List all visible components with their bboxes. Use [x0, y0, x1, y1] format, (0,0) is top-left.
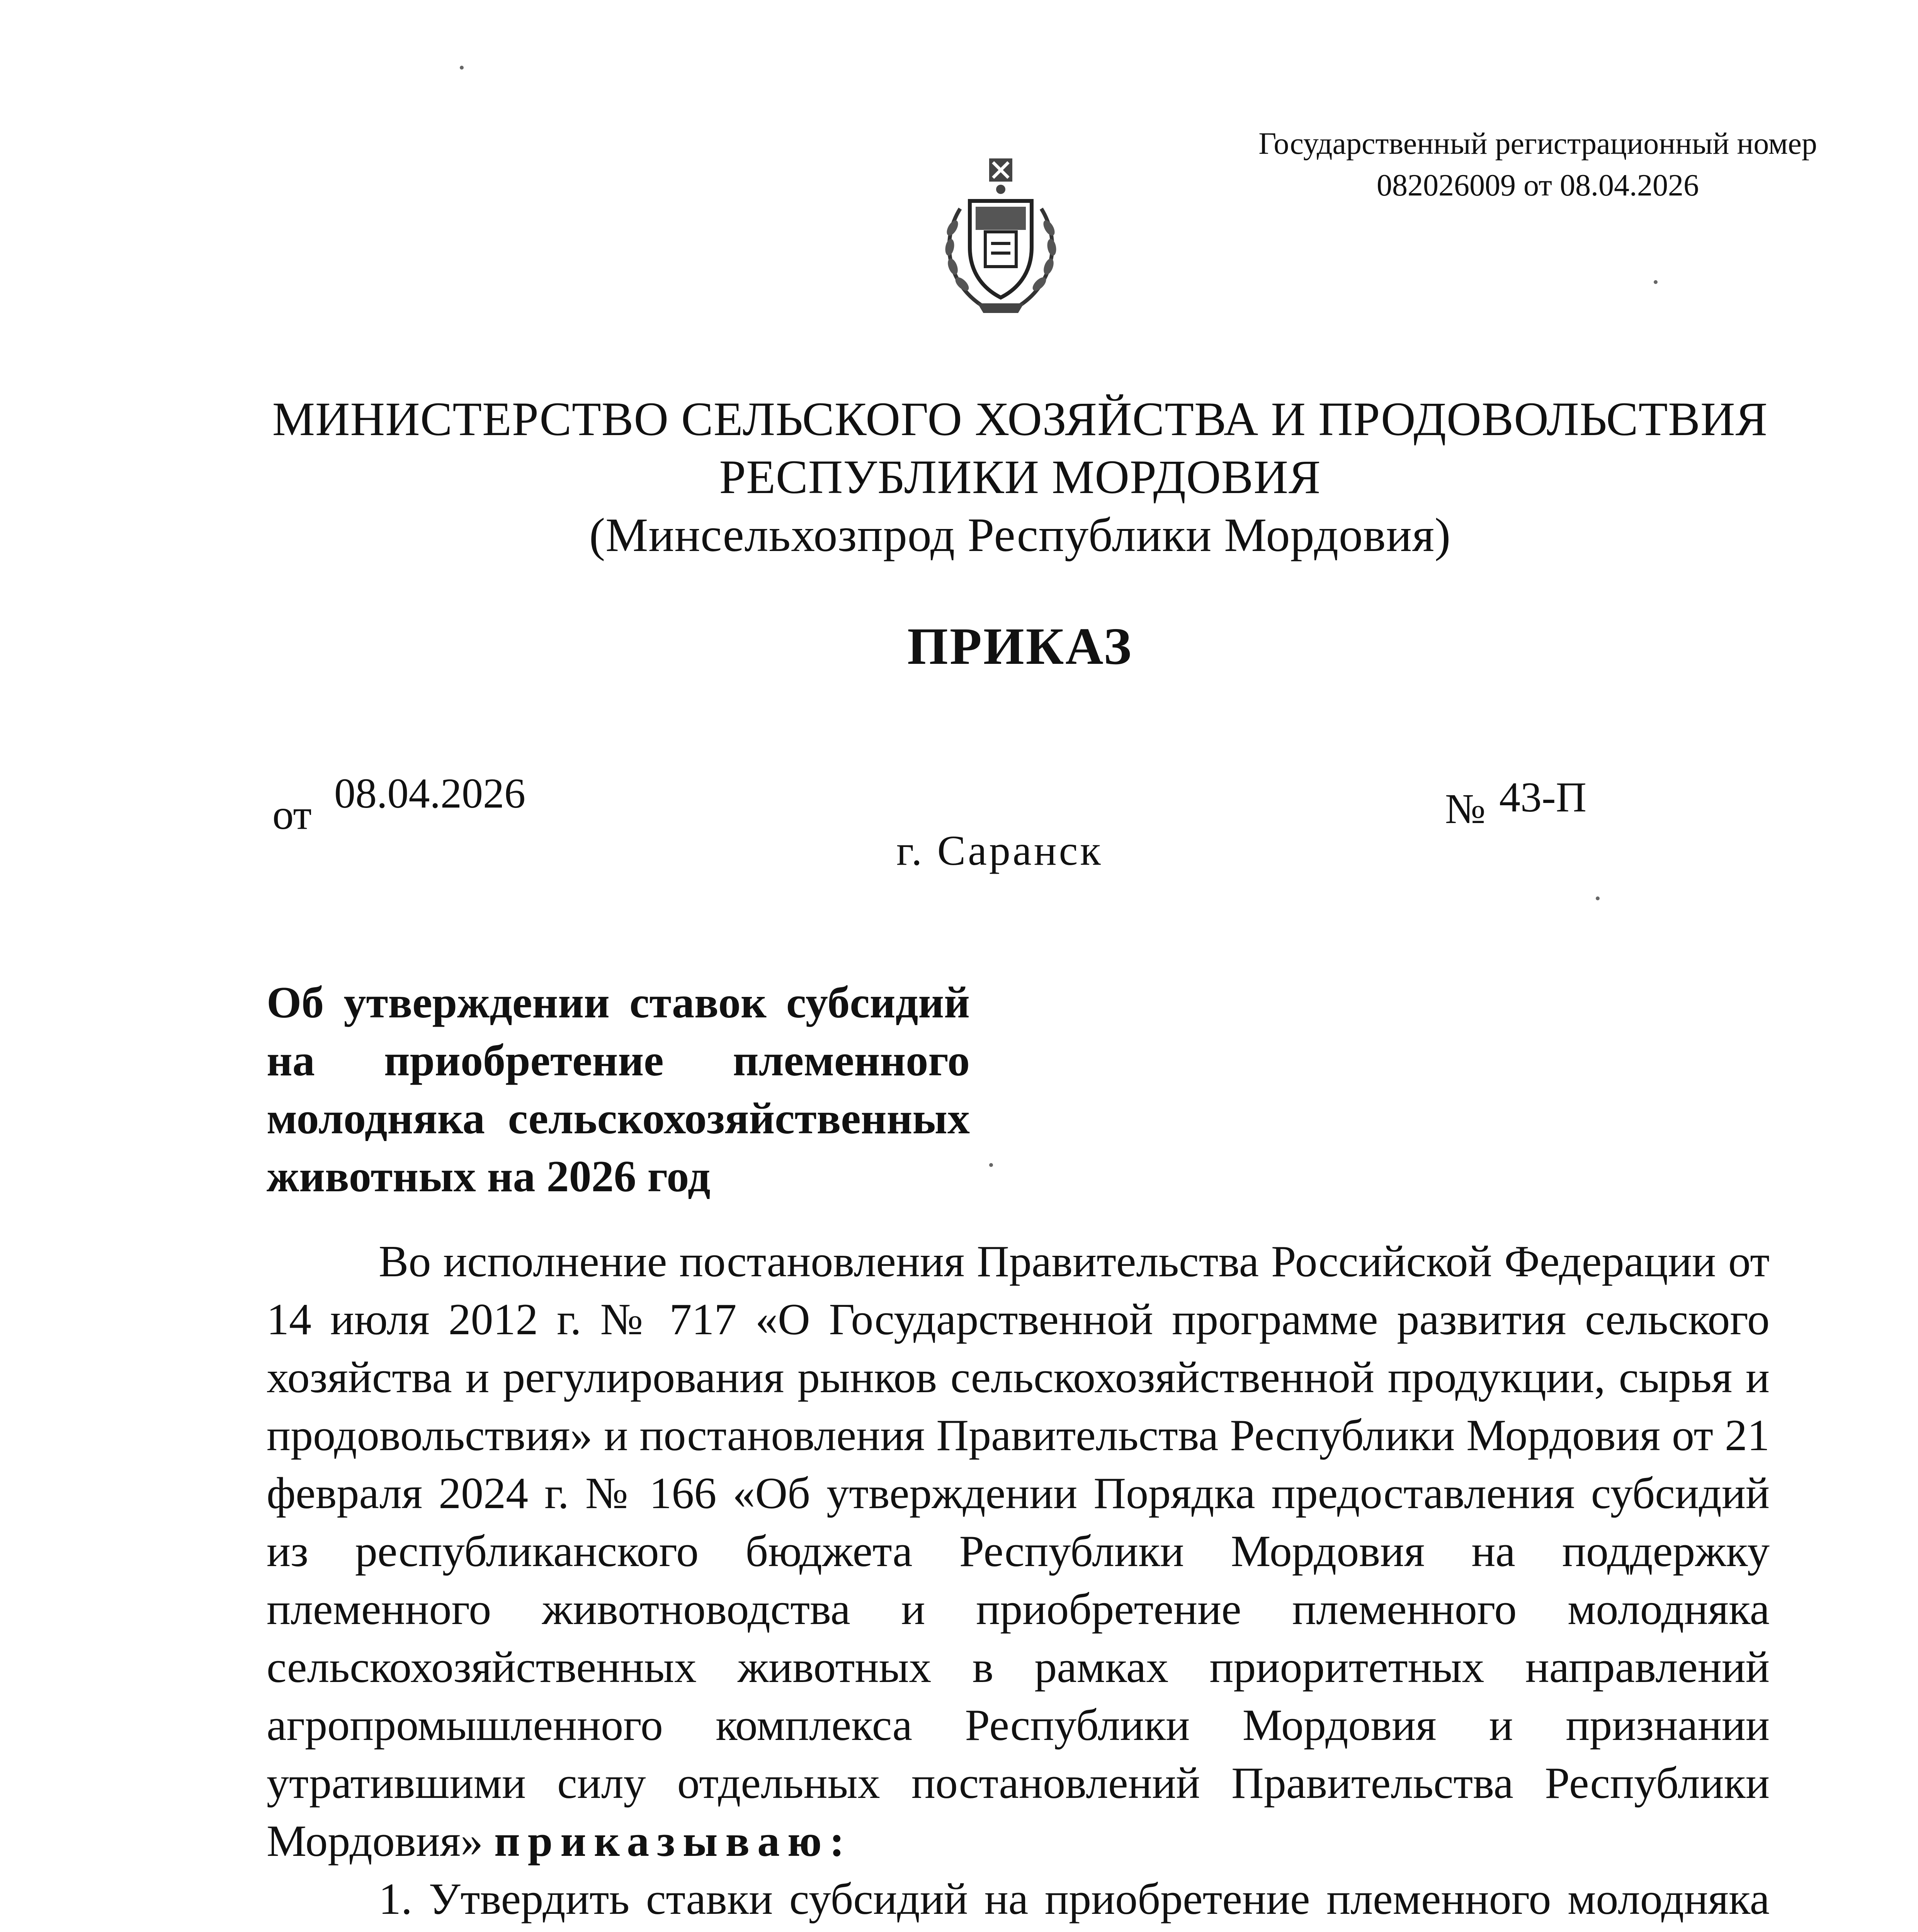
body-paragraph — [267, 1233, 1770, 1870]
scan-speck — [989, 1163, 993, 1167]
ministry-header — [193, 390, 1847, 564]
ministry-name-line1: МИНИСТЕРСТВО СЕЛЬСКОГО ХОЗЯЙСТВА И ПРОДОВОЛЬСТВИЯ — [272, 393, 1768, 446]
ministry-short-name: (Минсельхозпрод Республики Мордовия) — [589, 509, 1451, 561]
registration-number: 082026009 от 08.04.2026 — [1377, 168, 1699, 202]
registration-number-block — [1236, 123, 1839, 206]
body-paragraph: 1. Утвердить ставки субсидий на приобретение племенного молодняка — [379, 1874, 1770, 1924]
document-subject: Об утверждении ставок субсидий на приобретение племенного молодняка сельскохозяйственных животных на 2026 год — [267, 978, 970, 1201]
preamble-text: Во исполнение постановления Правительства Российской Федерации от 14 июля 2012 г. № 717 «О Государственной программе развития сельского хозяйства и регулирования рынков сельскохозяйственной продукции, сырья и продовольствия» и постановления Правительства Республики Мордовия от 21 февраля 2024 г. № 166 «Об утверждении Порядка предоставления субсидий из республиканского бюджета Республики Мордовия на поддержку племенного животноводства и приобретение племенного молодняка сельскохозяйственных животных в рамках приоритетных направлений агропромышленного комплекса Республики Мордовия и признании утратившими силу отдельных постановлений Правительства Республики Мордовия» — [267, 1237, 1770, 1866]
number-prefix: № — [1445, 785, 1486, 832]
scan-speck — [460, 66, 464, 70]
scan-speck — [1654, 280, 1658, 284]
date-prefix: от — [272, 791, 312, 838]
city: г. Саранск — [896, 827, 1103, 874]
document-body — [267, 1233, 1770, 1932]
order-word: приказываю: — [494, 1816, 852, 1866]
ministry-name-line2: РЕСПУБЛИКИ МОРДОВИЯ — [719, 451, 1321, 503]
document-date: 08.04.2026 — [334, 770, 525, 817]
document-type-title: ПРИКАЗ — [907, 617, 1133, 675]
coat-of-arms-icon — [923, 151, 1078, 321]
document-number: 43-П — [1499, 774, 1587, 821]
scan-speck — [1596, 896, 1600, 900]
registration-label: Государственный регистрационный номер — [1258, 127, 1817, 161]
